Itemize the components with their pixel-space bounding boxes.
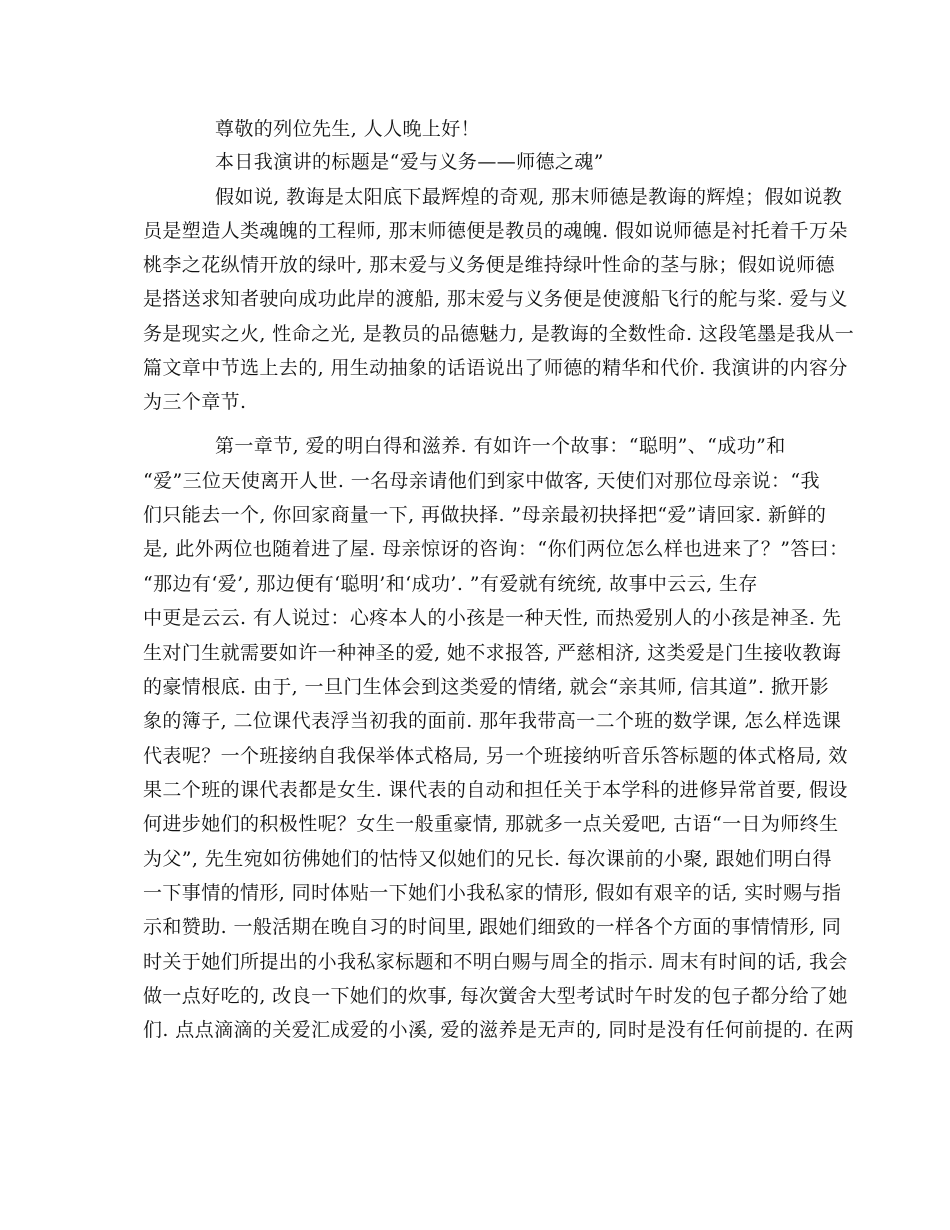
paragraph-2-line-15: 示和赞助. 一般活期在晚自习的时间里, 跟她们细致的一样各个方面的事情情形, 同 bbox=[143, 916, 842, 938]
paragraph-2-line-17: 做一点好吃的, 改良一下她们的炊事, 每次黉舍大型考试时午时发的包子都分给了她 bbox=[143, 985, 848, 1007]
paragraph-1-line-4: 是搭送求知者驶向成功此岸的渡船, 那末爱与义务便是使渡船飞行的舵与桨. 爱与义 bbox=[143, 288, 848, 310]
paragraph-1-line-7: 为三个章节. bbox=[143, 391, 247, 413]
paragraph-1-line-6: 篇文章中节选上去的, 用生动抽象的话语说出了师德的精华和代价. 我演讲的内容分 bbox=[143, 357, 848, 379]
paragraph-1-line-2: 员是塑造人类魂魄的工程师, 那末师德便是教员的魂魄. 假如说师德是衬托着千万朵 bbox=[143, 220, 848, 242]
paragraph-2-line-4: 是, 此外两位也随着进了屋. 母亲惊讶的咨询：“你们两位怎么样也进来了？”答曰： bbox=[143, 538, 849, 560]
paragraph-2-line-12: 何进步她们的积极性呢？女生一般重豪情, 那就多一点关爱吧, 古语“一日为师终生 bbox=[143, 813, 839, 835]
paragraph-2-line-13: 为父”, 先生宛如彷佛她们的怙恃又似她们的兄长. 每次课前的小聚, 跟她们明白得 bbox=[143, 848, 832, 870]
paragraph-2-line-9: 象的簿子, 二位课代表浮当初我的面前. 那年我带高一二个班的数学课, 怎么样选课 bbox=[143, 710, 842, 732]
paragraph-2-line-14: 一下事情的情形, 同时体贴一下她们小我私家的情形, 假如有艰辛的话, 实时赐与指 bbox=[143, 882, 842, 904]
paragraph-2-line-7: 生对门生就需要如许一种神圣的爱, 她不求报答, 严慈相济, 这类爱是门生接收教诲 bbox=[143, 642, 842, 664]
speech-title-line: 本日我演讲的标题是“爱与义务——师德之魂” bbox=[215, 151, 604, 173]
paragraph-2-line-10: 代表呢？一个班接纳自我保举体式格局, 另一个班接纳听音乐答标题的体式格局, 效 bbox=[143, 745, 848, 767]
paragraph-2-line-1: 第一章节, 爱的明白得和滋养. 有如许一个故事：“聪明”、“成功”和 bbox=[215, 435, 786, 457]
paragraph-2-line-5: “那边有‘爱’, 那边便有‘聪明’和‘成功’. ”有爱就有统统, 故事中云云, 生存 bbox=[143, 573, 758, 595]
paragraph-2-line-16: 时关于她们所提出的小我私家标题和不明白赐与周全的指示. 周末有时间的话, 我会 bbox=[143, 951, 848, 973]
paragraph-2-line-2: “爱”三位天使离开人世. 一名母亲请他们到家中做客, 天使们对那位母亲说：“我 bbox=[143, 470, 820, 492]
paragraph-2-line-8: 的豪情根底. 由于, 一旦门生体会到这类爱的情绪, 就会“亲其师, 信其道”. 掀开影 bbox=[143, 676, 830, 698]
paragraph-2-line-18: 们. 点点滴滴的关爱汇成爱的小溪, 爱的滋养是无声的, 同时是没有任何前提的. 在两 bbox=[143, 1019, 855, 1041]
paragraph-1-line-3: 桃李之花纵情开放的绿叶, 那末爱与义务便是维持绿叶性命的茎与脉；假如说师德 bbox=[143, 254, 835, 276]
paragraph-1-line-1: 假如说, 教诲是太阳底下最辉煌的奇观, 那末师德是教诲的辉煌；假如说教 bbox=[215, 186, 843, 208]
paragraph-2-line-3: 们只能去一个, 你回家商量一下, 再做抉择. ”母亲最初抉择把“爱”请回家. 新鲜的 bbox=[143, 504, 827, 526]
paragraph-1-line-5: 务是现实之火, 性命之光, 是教员的品德魅力, 是教诲的全数性命. 这段笔墨是我从一 bbox=[143, 323, 855, 345]
paragraph-2-line-6: 中更是云云. 有人说过：心疼本人的小孩是一种天性, 而热爱别人的小孩是神圣. 先 bbox=[143, 607, 842, 629]
paragraph-2-line-11: 果二个班的课代表都是女生. 课代表的自动和担任关于本学科的进修异常首要, 假设 bbox=[143, 779, 848, 801]
greeting-line: 尊敬的列位先生, 人人晚上好！ bbox=[215, 118, 481, 140]
